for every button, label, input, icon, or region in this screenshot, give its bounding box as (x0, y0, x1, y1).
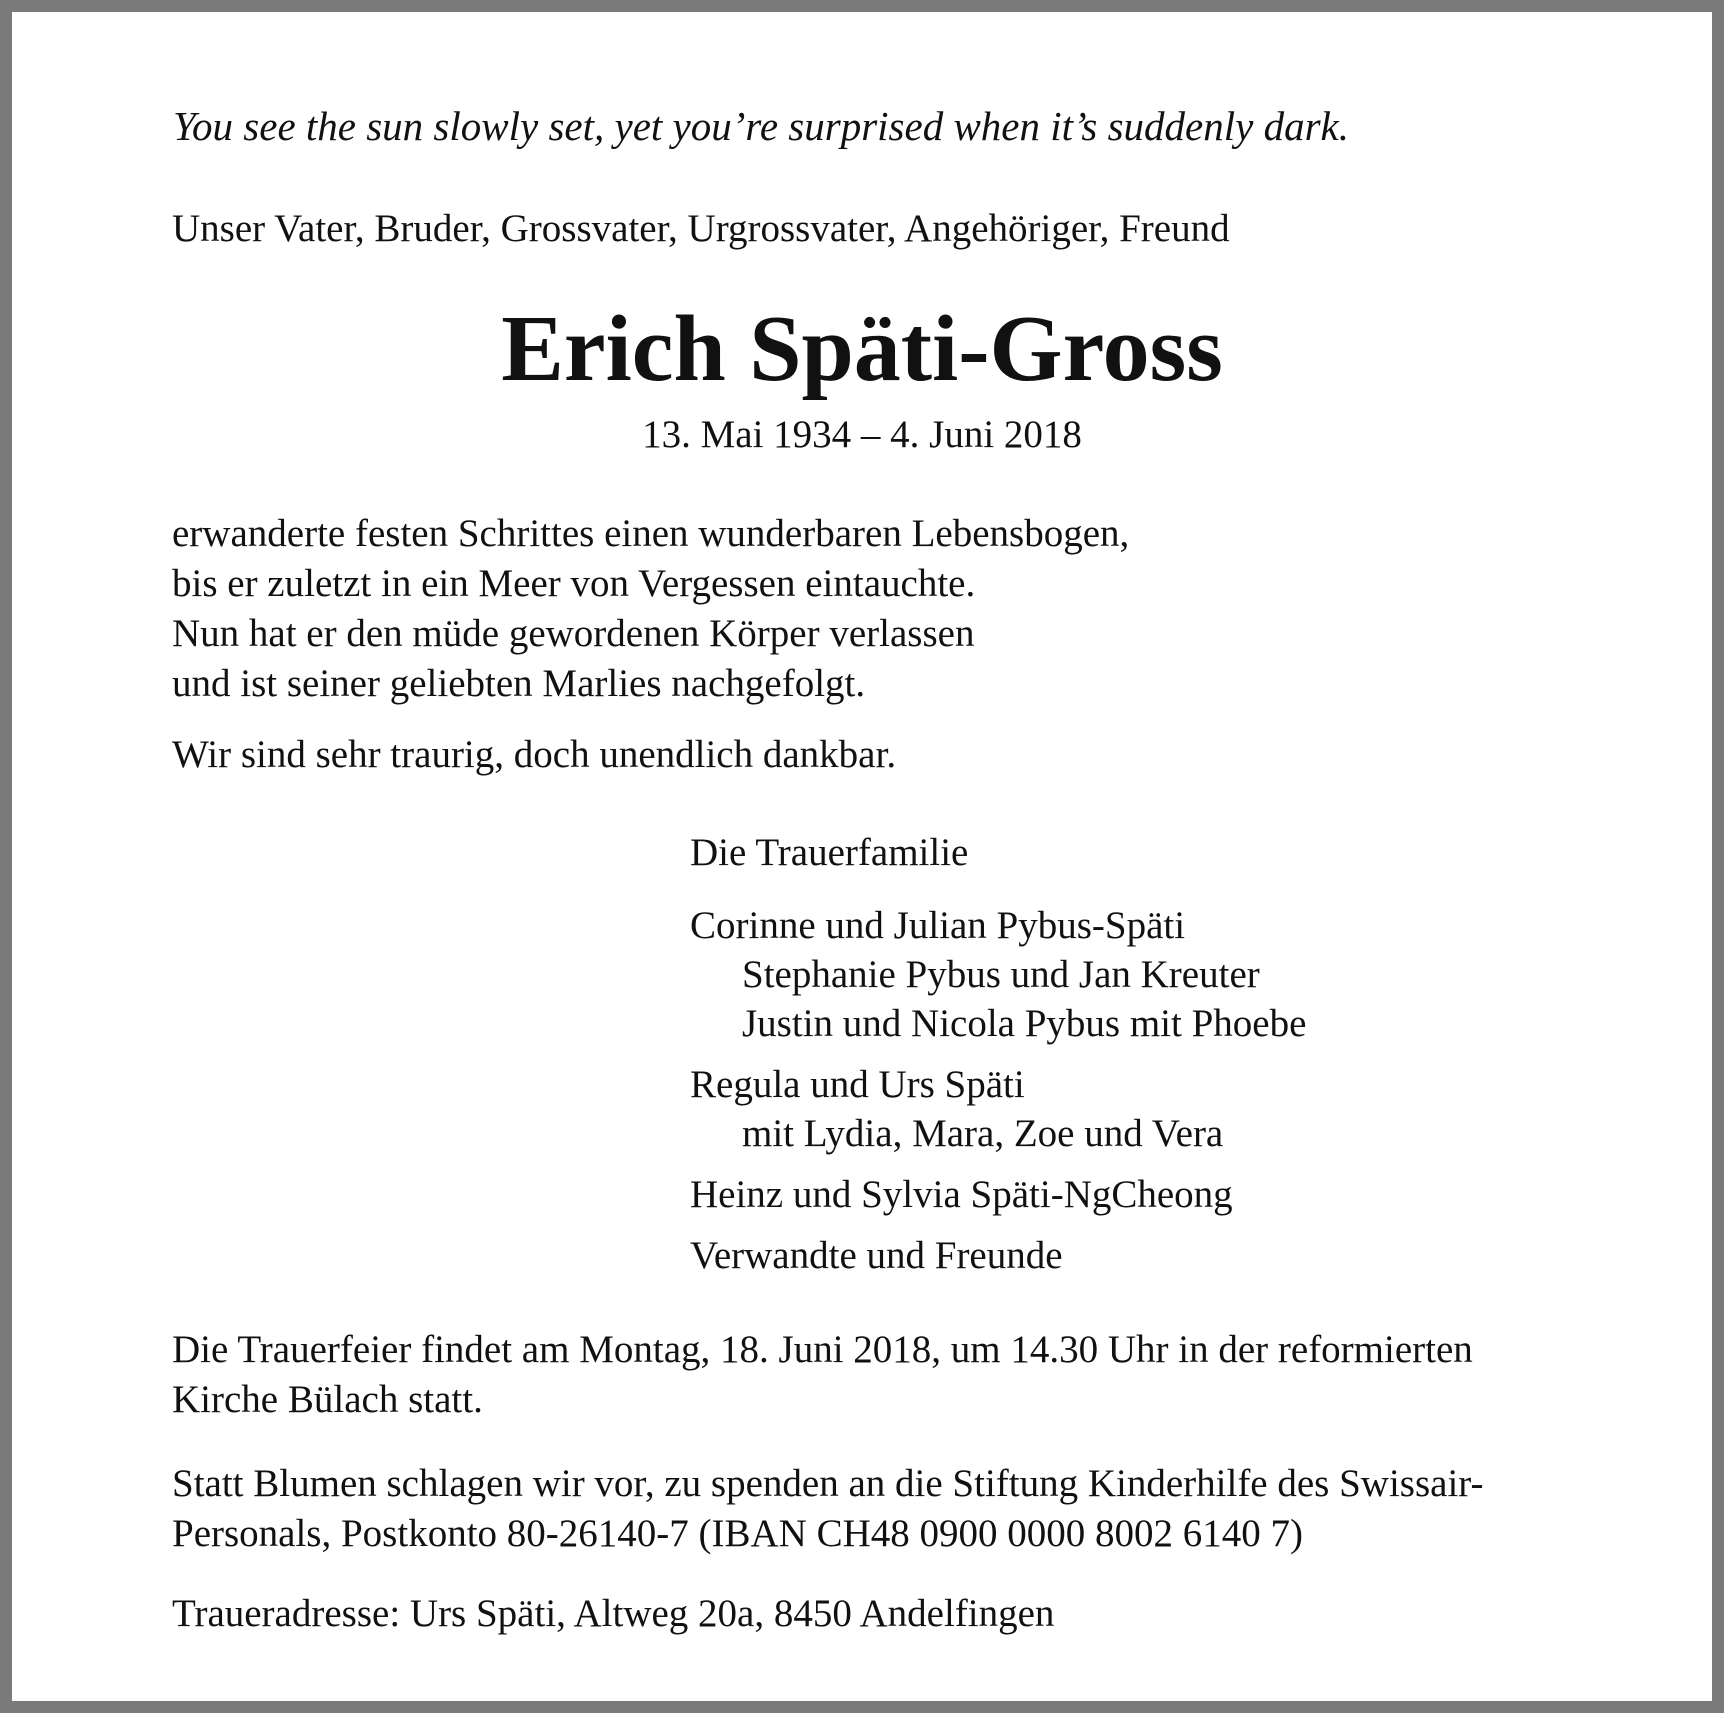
donation-line: Statt Blumen schlagen wir vor, zu spenden an die Stiftung Kinderhilfe des Swissair- (172, 1462, 1484, 1505)
family-member: Verwandte und Freunde (690, 1234, 1063, 1277)
donation-line: Personals, Postkonto 80-26140-7 (IBAN CH48 0900 0000 8002 6140 7) (172, 1512, 1303, 1555)
family-group (690, 901, 1306, 1048)
family-heading: Die Trauerfamilie (690, 831, 969, 874)
tribute-text (172, 509, 1129, 709)
motto-quote: You see the sun slowly set, yet you’re surprised when it’s suddenly dark. (173, 103, 1349, 149)
ceremony-line: Die Trauerfeier findet am Montag, 18. Juni 2018, um 14.30 Uhr in der reformierten (172, 1328, 1473, 1371)
family-group (690, 1170, 1306, 1219)
ceremony-info (172, 1325, 1473, 1425)
family-sub-member: Justin und Nicola Pybus mit Phoebe (742, 1002, 1307, 1045)
tribute-line: erwanderte festen Schrittes einen wunderbaren Lebensbogen, (172, 512, 1130, 555)
ceremony-line: Kirche Bülach statt. (172, 1378, 483, 1421)
tribute-line: Nun hat er den müde gewordenen Körper verlassen (172, 612, 975, 655)
intro-line: Unser Vater, Bruder, Grossvater, Urgrossvater, Angehöriger, Freund (172, 207, 1230, 250)
obituary-page (12, 12, 1712, 1701)
mourning-address: Traueradresse: Urs Späti, Altweg 20a, 8450 Andelfingen (172, 1592, 1055, 1635)
life-dates: 13. Mai 1934 – 4. Juni 2018 (642, 413, 1082, 456)
deceased-name: Erich Späti-Gross (501, 297, 1223, 401)
family-member: Heinz und Sylvia Späti-NgCheong (690, 1173, 1233, 1216)
thanks-line: Wir sind sehr traurig, doch unendlich dankbar. (172, 733, 897, 776)
family-list (690, 901, 1306, 1292)
donation-info (172, 1459, 1484, 1559)
family-group (690, 1060, 1306, 1158)
family-sub-member: Stephanie Pybus und Jan Kreuter (742, 953, 1260, 996)
family-sub-member: mit Lydia, Mara, Zoe und Vera (742, 1112, 1224, 1155)
tribute-line: und ist seiner geliebten Marlies nachgefolgt. (172, 662, 866, 705)
family-group (690, 1231, 1306, 1280)
family-member: Regula und Urs Späti (690, 1063, 1025, 1106)
family-member: Corinne und Julian Pybus-Späti (690, 904, 1186, 947)
tribute-line: bis er zuletzt in ein Meer von Vergessen eintauchte. (172, 562, 976, 605)
